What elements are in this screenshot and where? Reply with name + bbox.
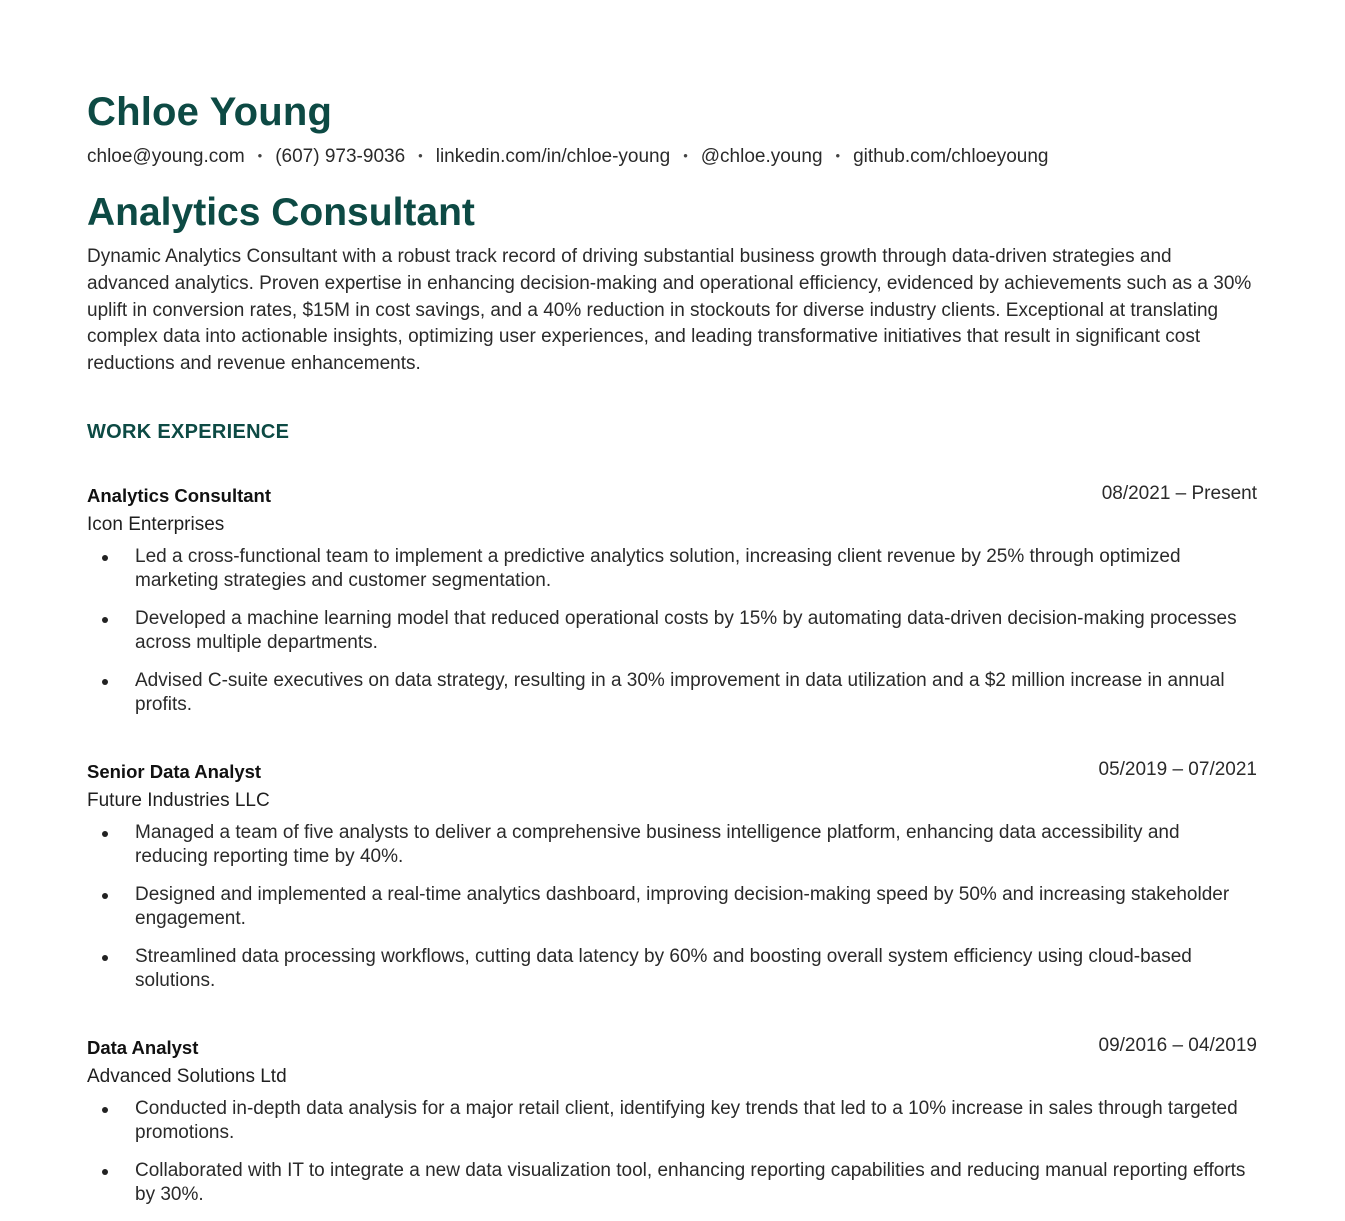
job-bullet — [87, 1097, 1257, 1145]
job-bullet — [87, 545, 1257, 593]
contact-handle[interactable]: @chloe.young — [700, 146, 823, 167]
bullet-dot-icon — [102, 893, 108, 899]
job-company: Future Industries LLC — [87, 789, 270, 811]
job-bullet — [87, 821, 1257, 869]
bullet-dot-icon — [102, 679, 108, 685]
job-entry — [87, 758, 1257, 993]
job-bullet-text: Collaborated with IT to integrate a new data visualization tool, enhancing reporting capabilities and reducing manual reporting efforts by 30%. — [135, 1159, 1246, 1205]
job-bullet-text: Advised C-suite executives on data strategy, resulting in a 30% improvement in data utilization and a $2 million increase in annual profits. — [135, 669, 1225, 715]
job-bullet-text: Streamlined data processing workflows, cutting data latency by 60% and boosting overall system efficiency using cloud-based solutions. — [135, 945, 1192, 991]
separator-dot: • — [418, 148, 423, 163]
job-bullet — [87, 883, 1257, 931]
separator-dot: • — [257, 148, 263, 163]
job-title: Analytics Consultant — [87, 484, 271, 506]
contact-linkedin[interactable]: linkedin.com/in/chloe-young — [435, 146, 671, 167]
job-bullet-list — [87, 545, 1257, 717]
contact-line — [87, 145, 1257, 168]
job-company: Advanced Solutions Ltd — [87, 1065, 287, 1087]
job-bullet-list — [87, 821, 1257, 993]
bullet-dot-icon — [102, 831, 108, 837]
headline-title: Analytics Consultant — [87, 191, 475, 234]
job-bullet — [87, 1159, 1257, 1207]
job-bullet-text: Designed and implemented a real-time analytics dashboard, improving decision-making speed by 50% and increasing stakeholder engagement. — [135, 883, 1230, 929]
separator-dot: • — [835, 148, 841, 163]
job-title: Data Analyst — [87, 1036, 199, 1058]
job-bullet — [87, 607, 1257, 655]
contact-email[interactable]: chloe@young.com — [87, 146, 245, 167]
candidate-name: Chloe Young — [87, 90, 333, 134]
bullet-dot-icon — [102, 555, 108, 561]
job-bullet-text: Managed a team of five analysts to deliver a comprehensive business intelligence platform, enhancing data accessibility and reducing reporting time by 40%. — [135, 821, 1180, 867]
job-title: Senior Data Analyst — [87, 760, 262, 782]
job-dates: 09/2016 – 04/2019 — [1098, 1034, 1257, 1056]
job-dates: 08/2021 – Present — [1101, 482, 1257, 504]
bullet-dot-icon — [102, 1107, 108, 1113]
job-bullet — [87, 945, 1257, 993]
job-header — [87, 482, 1257, 508]
job-company: Icon Enterprises — [87, 513, 225, 535]
job-bullet-text: Conducted in-depth data analysis for a major retail client, identifying key trends that led to a 10% increase in sales through targeted promotions. — [135, 1097, 1238, 1143]
bullet-dot-icon — [102, 617, 108, 623]
contact-phone[interactable]: (607) 973-9036 — [275, 146, 406, 167]
separator-dot: • — [683, 148, 688, 163]
contact-github[interactable]: github.com/chloeyoung — [853, 146, 1049, 167]
job-entry — [87, 1034, 1257, 1207]
job-header — [87, 1034, 1257, 1060]
job-header — [87, 758, 1257, 784]
job-entry — [87, 482, 1257, 717]
bullet-dot-icon — [102, 955, 108, 961]
job-bullet-text: Led a cross-functional team to implement a predictive analytics solution, increasing client revenue by 25% through optimized marketing strategies and customer segmentation. — [135, 545, 1181, 591]
job-bullet-list — [87, 1097, 1257, 1207]
section-heading-work-experience: WORK EXPERIENCE — [87, 420, 290, 443]
summary-paragraph: Dynamic Analytics Consultant with a robust track record of driving substantial business growth through data-driven strategies and advanced analytics. Proven expertise in enhancing decision-making and operational efficiency, evidenced by achievements such as a 30% uplift in conversion rates, $15M in cost savings, and a 40% reduction in stockouts for diverse industry clients. Exceptional at translating complex data into actionable insights, optimizing user experiences, and leading transformative initiatives that result in significant cost reductions and revenue enhancements. — [87, 246, 1252, 375]
job-bullet — [87, 669, 1257, 717]
resume-page — [87, 88, 1257, 1221]
job-dates: 05/2019 – 07/2021 — [1098, 758, 1257, 780]
bullet-dot-icon — [102, 1169, 108, 1175]
job-bullet-text: Developed a machine learning model that reduced operational costs by 15% by automating data-driven decision-making processes across multiple departments. — [135, 607, 1237, 653]
